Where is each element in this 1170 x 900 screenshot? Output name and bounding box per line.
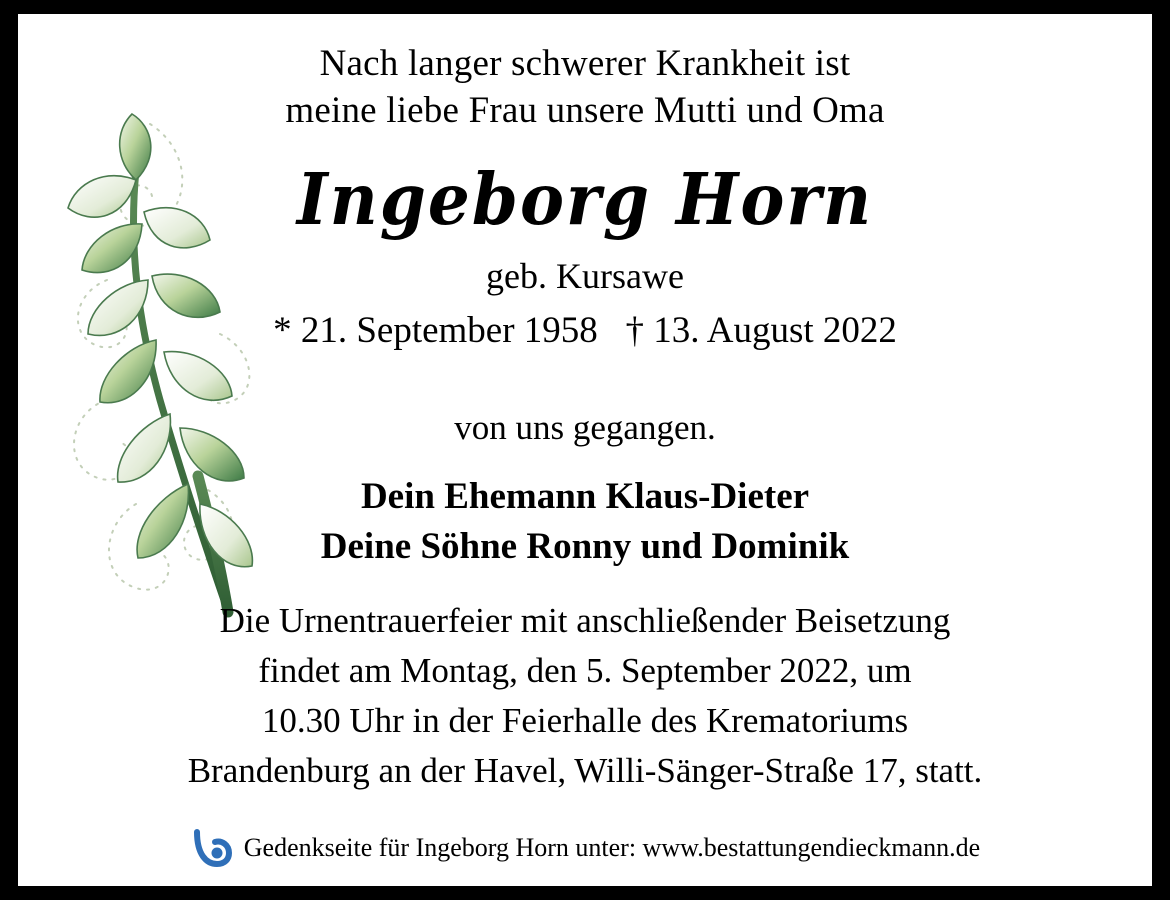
family-line-1: Dein Ehemann Klaus-Dieter — [360, 476, 810, 517]
ceremony-line-1: Die Urnentrauerfeier mit anschließender Beisetzung — [219, 601, 951, 640]
obituary-card — [18, 14, 1152, 886]
maiden-name: geb. Kursawe — [486, 256, 684, 296]
birth-and-death-dates: * 21. September 1958 † 13. August 2022 — [273, 310, 897, 351]
deceased-name: Ingeborg Horn — [296, 156, 874, 242]
ceremony-line-3: 10.30 Uhr in der Feierhalle des Krematoriums — [261, 701, 909, 740]
footer-row — [18, 826, 1152, 870]
ceremony-line-2: findet am Montag, den 5. September 2022, um — [258, 651, 912, 690]
farewell-line: von uns gegangen. — [454, 408, 716, 447]
family-line-2: Deine Söhne Ronny und Dominik — [320, 526, 850, 567]
memorial-page-link-text: Gedenkseite für Ingeborg Horn unter: www.bestattungendieckmann.de — [243, 833, 981, 862]
intro-block — [18, 40, 1152, 134]
ceremony-block — [18, 596, 1152, 796]
intro-line-1: Nach langer schwerer Krankheit ist — [319, 43, 851, 84]
ceremony-line-4: Brandenburg an der Havel, Willi-Sänger-Straße 17, statt. — [187, 751, 983, 790]
family-block — [18, 472, 1152, 572]
obituary-text-column — [18, 14, 1152, 796]
memorial-page-logo-icon — [190, 826, 234, 870]
intro-line-2: meine liebe Frau unsere Mutti und Oma — [285, 90, 885, 131]
